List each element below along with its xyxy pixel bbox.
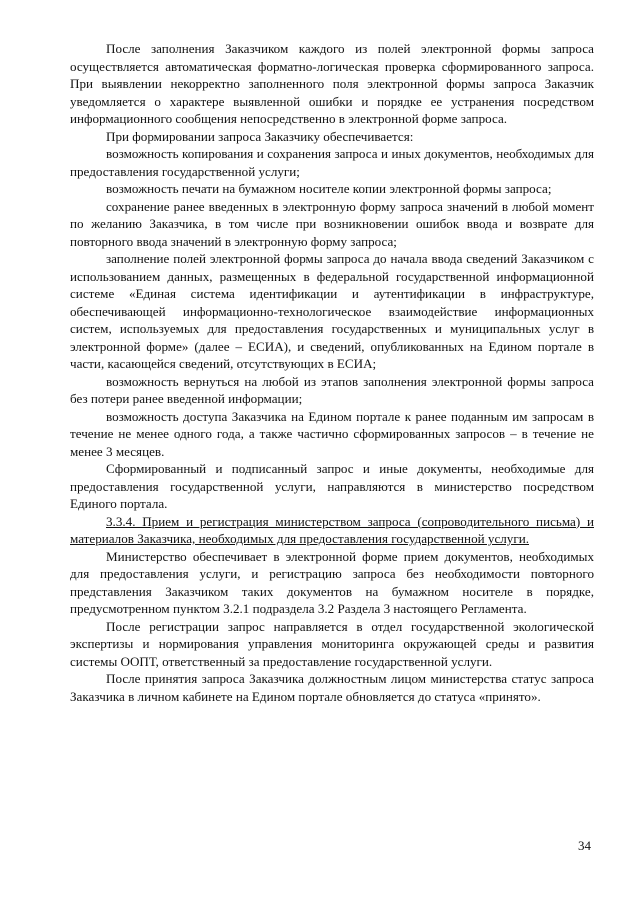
paragraph: При формировании запроса Заказчику обеспечивается: bbox=[106, 128, 414, 144]
paragraph: Министерство обеспечивает в электронной форме прием документов, необходимых для предоставления услуги, и регистрацию запроса без необходимости повторного представления Заказчиком таких документов на бумажном носителе в порядке, предусмотренном пунктом 3.2.1 подраздела 3.2 Раздела 3 настоящего Регламента. bbox=[70, 548, 594, 616]
paragraph: возможность доступа Заказчика на Едином портале к ранее поданным им запросам в течение не менее одного года, а также частично сформированных запросов – в течение не менее 3 месяцев. bbox=[70, 408, 594, 459]
section-heading: 3.3.4. Прием и регистрация министерством запроса (сопроводительного письма) и материалов Заказчика, необходимых для предоставления государственной услуги. bbox=[70, 513, 594, 546]
paragraph: заполнение полей электронной формы запроса до начала ввода сведений Заказчиком с использованием данных, размещенных в федеральной государственной информационной системе «Единая система идентификации и аутентификации в инфраструктуре, обеспечивающей информационно-технологическое взаимодействие информационных систем, используемых для предоставления государственных и муниципальных услуг в электронной форме» (далее – ЕСИА), и сведений, опубликованных на Едином портале в части, касающейся сведений, отсутствующих в ЕСИА; bbox=[70, 251, 594, 371]
paragraph: После принятия запроса Заказчика должностным лицом министерства статус запроса Заказчика в личном кабинете на Едином портале обновляется до статуса «принято». bbox=[70, 671, 594, 704]
paragraph: сохранение ранее введенных в электронную форму запроса значений в любой момент по желанию Заказчика, в том числе при возникновении ошибок ввода и возврате для повторного ввода значений в электронную форму запроса; bbox=[70, 198, 594, 249]
document-body bbox=[70, 40, 594, 705]
paragraph: возможность печати на бумажном носителе копии электронной формы запроса; bbox=[106, 181, 552, 196]
paragraph: Сформированный и подписанный запрос и иные документы, необходимые для предоставления государственной услуги, направляются в министерство посредством Единого портала. bbox=[70, 461, 594, 511]
paragraph: После заполнения Заказчиком каждого из полей электронной формы запроса осуществляется автоматическая форматно-логическая проверка сформированного запроса. При выявлении некорректно заполненного поля электронной формы запроса Заказчик уведомляется о характере выявленной ошибки и порядке ее устранения посредством информационного сообщения непосредственно в электронной форме запроса. bbox=[70, 41, 594, 126]
paragraph: возможность копирования и сохранения запроса и иных документов, необходимых для предоставления государственной услуги; bbox=[70, 146, 594, 179]
paragraph: возможность вернуться на любой из этапов заполнения электронной формы запроса без потери ранее введенной информации; bbox=[70, 373, 594, 406]
page-number: 34 bbox=[578, 838, 591, 853]
paragraph: После регистрации запрос направляется в отдел государственной экологической экспертизы и нормирования управления мониторинга окружающей среды и развития системы ООПТ, ответственный за предоставление государственной услуги. bbox=[70, 618, 594, 669]
